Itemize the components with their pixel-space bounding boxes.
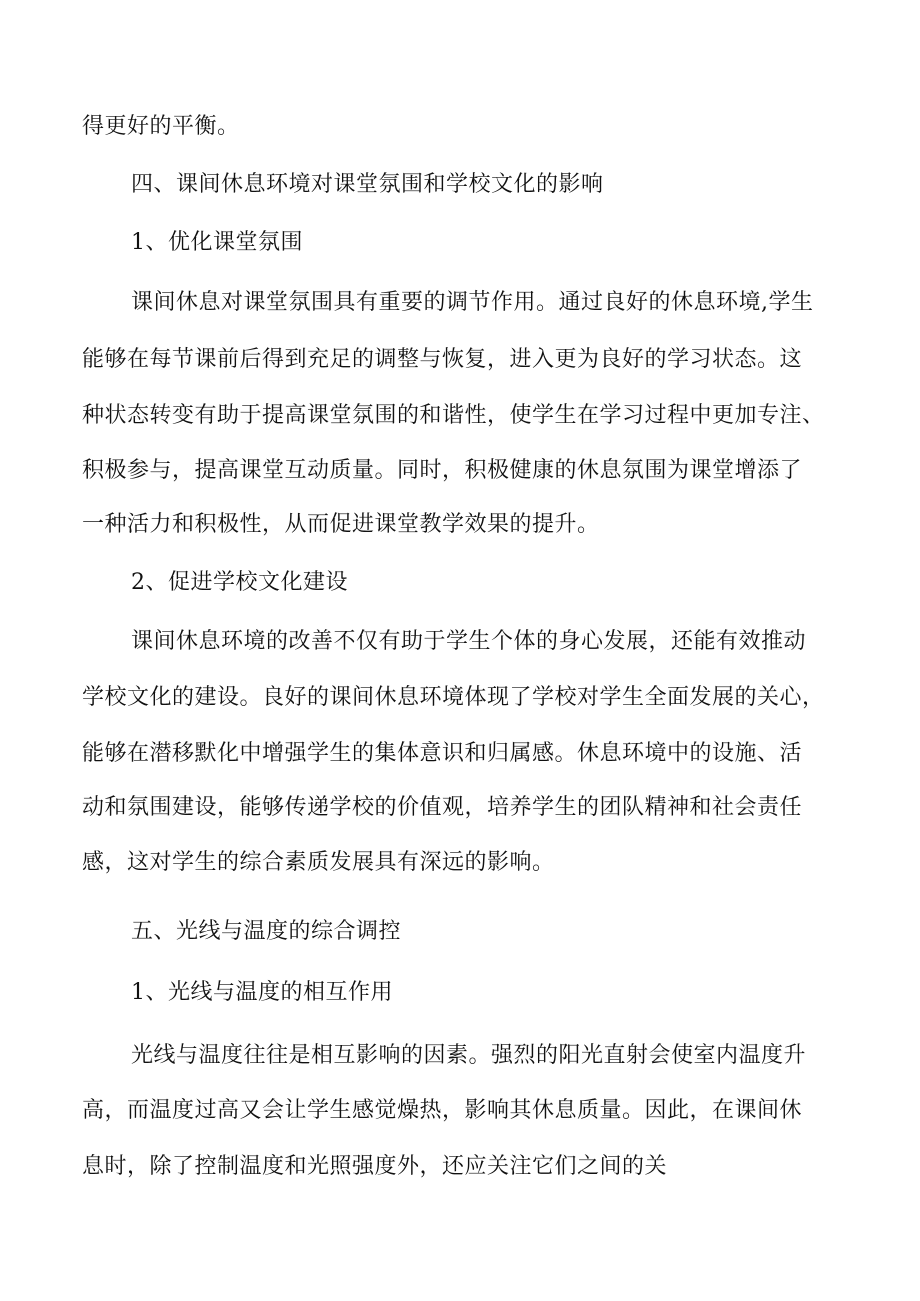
section-4-heading: 四、课间休息环境对课堂氛围和学校文化的影响: [131, 172, 604, 197]
paragraph-line: 课间休息环境的改善不仅有助于学生个体的身心发展，还能有效推动: [131, 629, 807, 654]
paragraph-line: 积极参与，提高课堂互动质量。同时，积极健康的休息氛围为课堂增添了: [82, 458, 803, 483]
section-5-sub-1-heading: 1、光线与温度的相互作用: [131, 980, 393, 1005]
paragraph-line: 种状态转变有助于提高课堂氛围的和谐性，使学生在学习过程中更加专注、: [82, 403, 825, 428]
section-4-sub-1-heading: 1、优化课堂氛围: [131, 230, 303, 255]
paragraph-line: 高，而温度过高又会让学生感觉燥热，影响其休息质量。因此，在课间休: [82, 1098, 803, 1123]
paragraph-line: 学校文化的建设。良好的课间休息环境体现了学校对学生全面发展的关心，: [82, 685, 825, 710]
paragraph-line: 一种活力和积极性，从而促进课堂教学效果的提升。: [82, 512, 600, 537]
paragraph-line: 能够在每节课前后得到充足的调整与恢复，进入更为良好的学习状态。这: [82, 347, 803, 372]
section-4-sub-2-heading: 2、促进学校文化建设: [131, 570, 348, 595]
paragraph-line: 光线与温度往往是相互影响的因素。强烈的阳光直射会使室内温度升: [131, 1043, 807, 1068]
paragraph-line: 感，这对学生的综合素质发展具有深远的影响。: [82, 850, 555, 875]
paragraph-line: 课间休息对课堂氛围具有重要的调节作用。通过良好的休息环境,学生: [131, 290, 814, 315]
paragraph-line: 息时，除了控制温度和光照强度外，还应关注它们之间的关: [82, 1154, 668, 1179]
paragraph-line: 能够在潜移默化中增强学生的集体意识和归属感。休息环境中的设施、活: [82, 741, 803, 766]
continuation-line: 得更好的平衡。: [82, 114, 240, 139]
section-5-heading: 五、光线与温度的综合调控: [131, 919, 402, 944]
paragraph-line: 动和氛围建设，能够传递学校的价值观，培养学生的团队精神和社会责任: [82, 795, 803, 820]
